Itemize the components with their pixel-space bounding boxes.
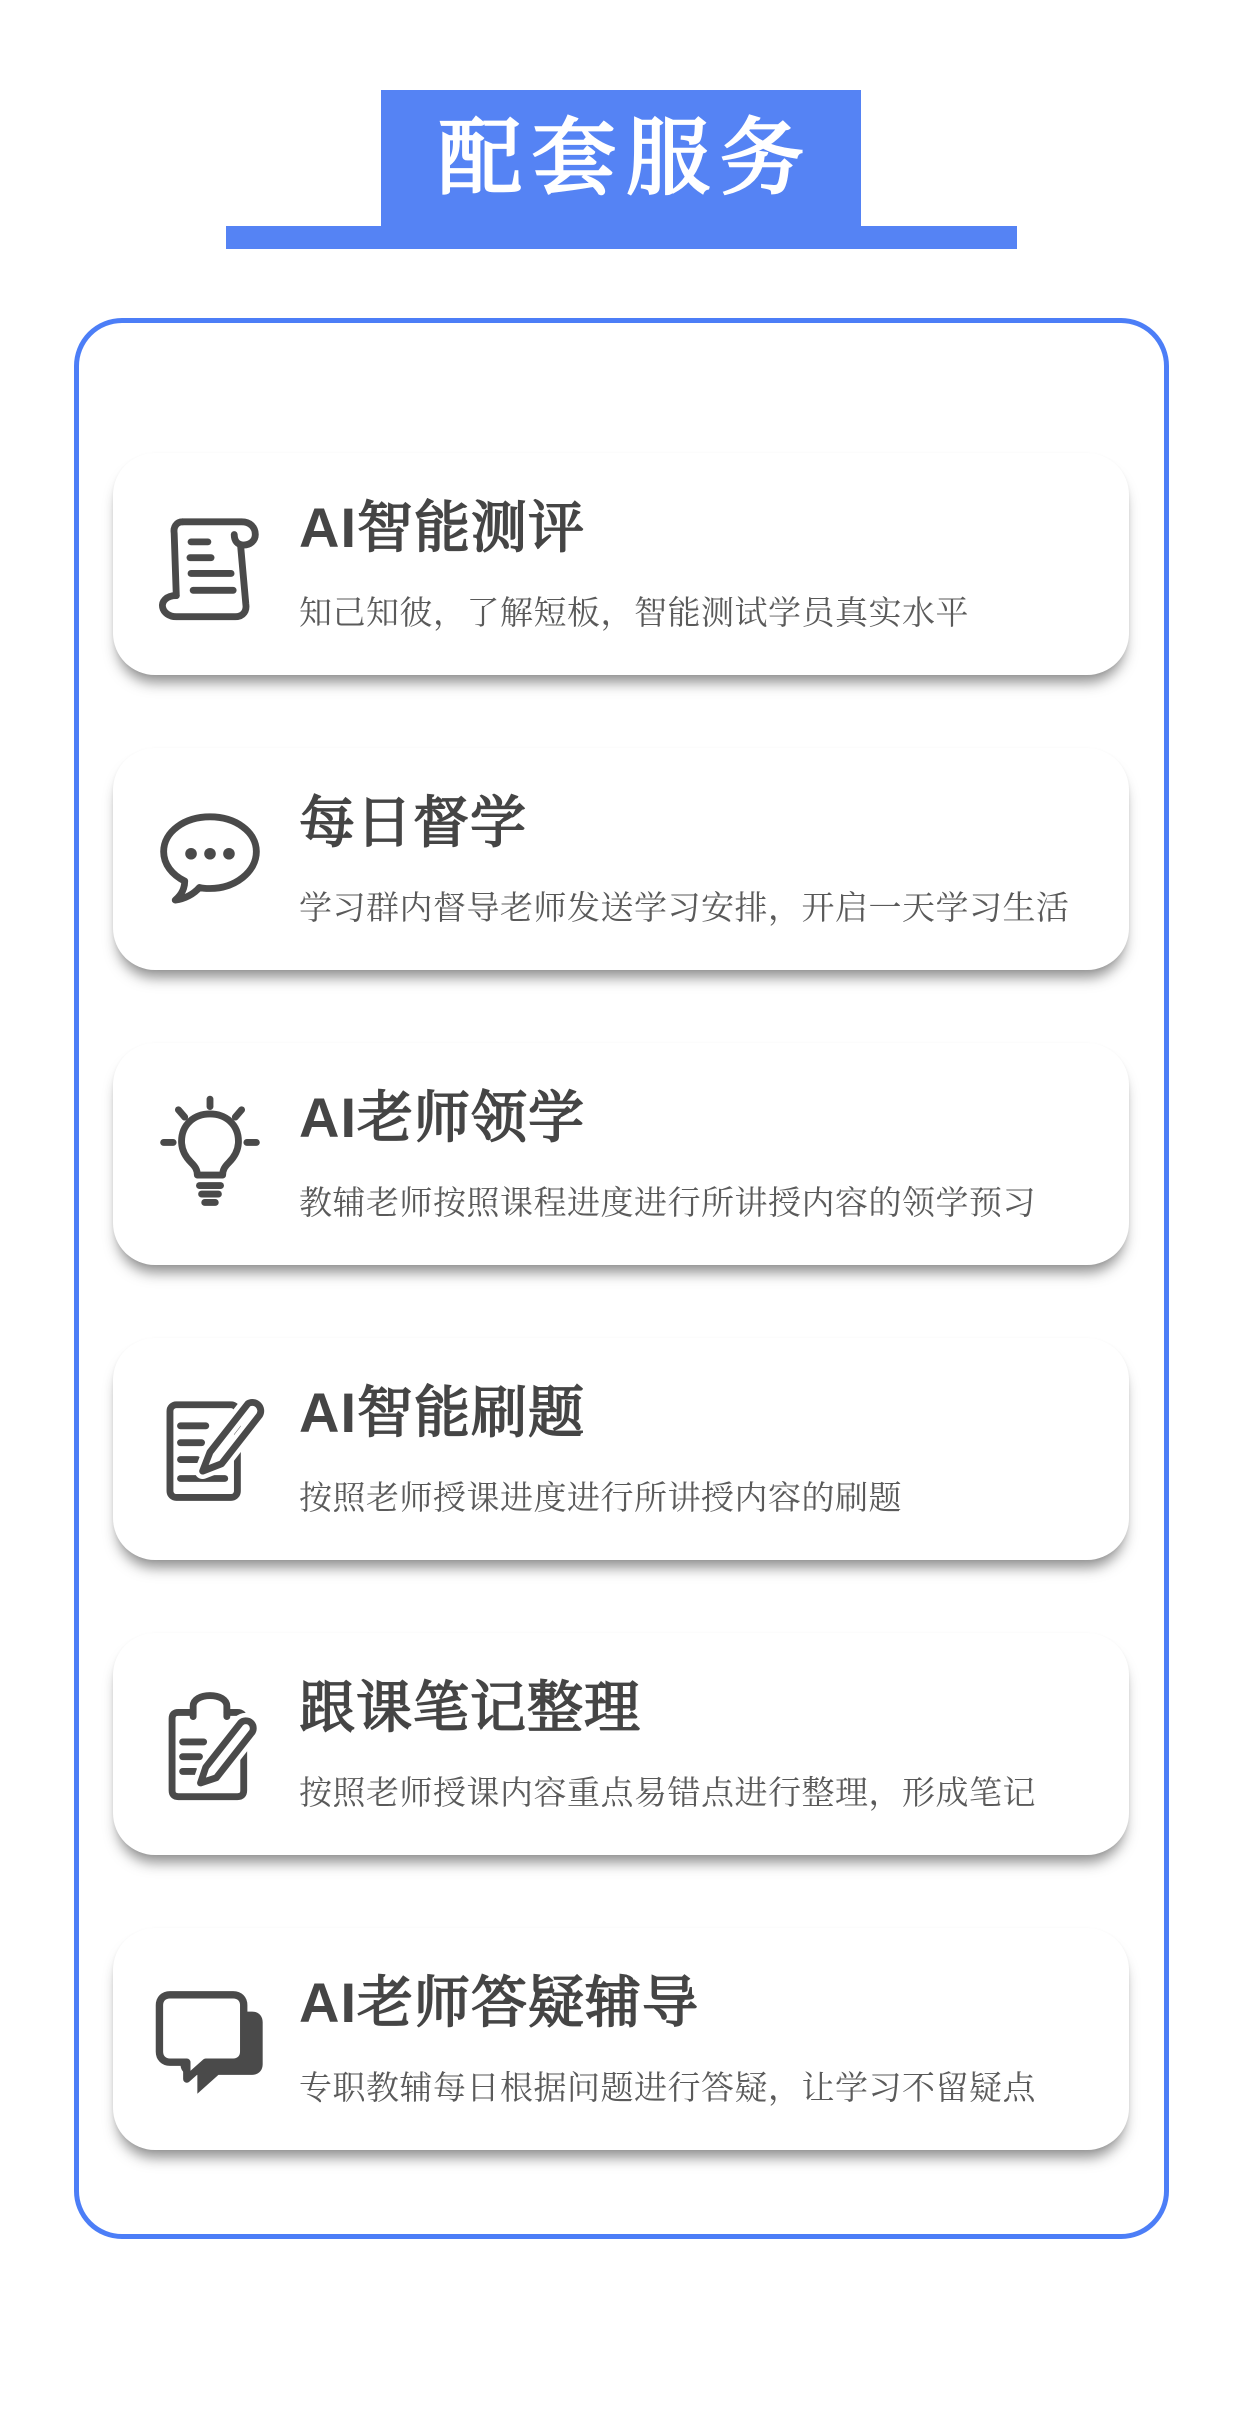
header-underline-bar: [226, 226, 1017, 249]
service-description: 按照老师授课进度进行所讲授内容的刷题: [299, 1478, 902, 1516]
services-panel: [74, 318, 1169, 2239]
service-card-notes-organizing: [113, 1633, 1129, 1855]
service-description: 按照老师授课内容重点易错点进行整理，形成笔记: [299, 1773, 1036, 1811]
service-card-ai-assessment: [113, 453, 1129, 675]
light-bulb-icon: [151, 1095, 269, 1213]
service-description: 知己知彼，了解短板，智能测试学员真实水平: [299, 593, 969, 631]
service-title: AI智能刷题: [299, 1380, 585, 1444]
service-title: AI智能测评: [299, 495, 585, 559]
service-description: 专职教辅每日根据问题进行答疑，让学习不留疑点: [299, 2068, 1036, 2106]
service-card-daily-supervision: [113, 748, 1129, 970]
double-chat-bubbles-icon: [151, 1980, 269, 2098]
header-title-box: [381, 90, 861, 226]
paper-pencil-icon: [151, 1390, 269, 1508]
chat-bubble-dots-icon: [151, 800, 269, 918]
service-title: 跟课笔记整理: [299, 1675, 641, 1739]
service-description: 教辅老师按照课程进度进行所讲授内容的领学预习: [299, 1183, 1036, 1221]
service-title: AI老师领学: [299, 1085, 585, 1149]
service-description: 学习群内督导老师发送学习安排，开启一天学习生活: [299, 888, 1070, 926]
test-paper-scroll-icon: [151, 505, 269, 623]
service-card-ai-qa-tutoring: [113, 1928, 1129, 2150]
page-header: [0, 90, 1242, 249]
page-title: 配套服务: [437, 111, 814, 205]
service-card-ai-lead-study: [113, 1043, 1129, 1265]
service-title: 每日督学: [299, 790, 527, 854]
clipboard-pencil-icon: [151, 1685, 269, 1803]
service-card-ai-exercises: [113, 1338, 1129, 1560]
service-title: AI老师答疑辅导: [299, 1970, 699, 2034]
